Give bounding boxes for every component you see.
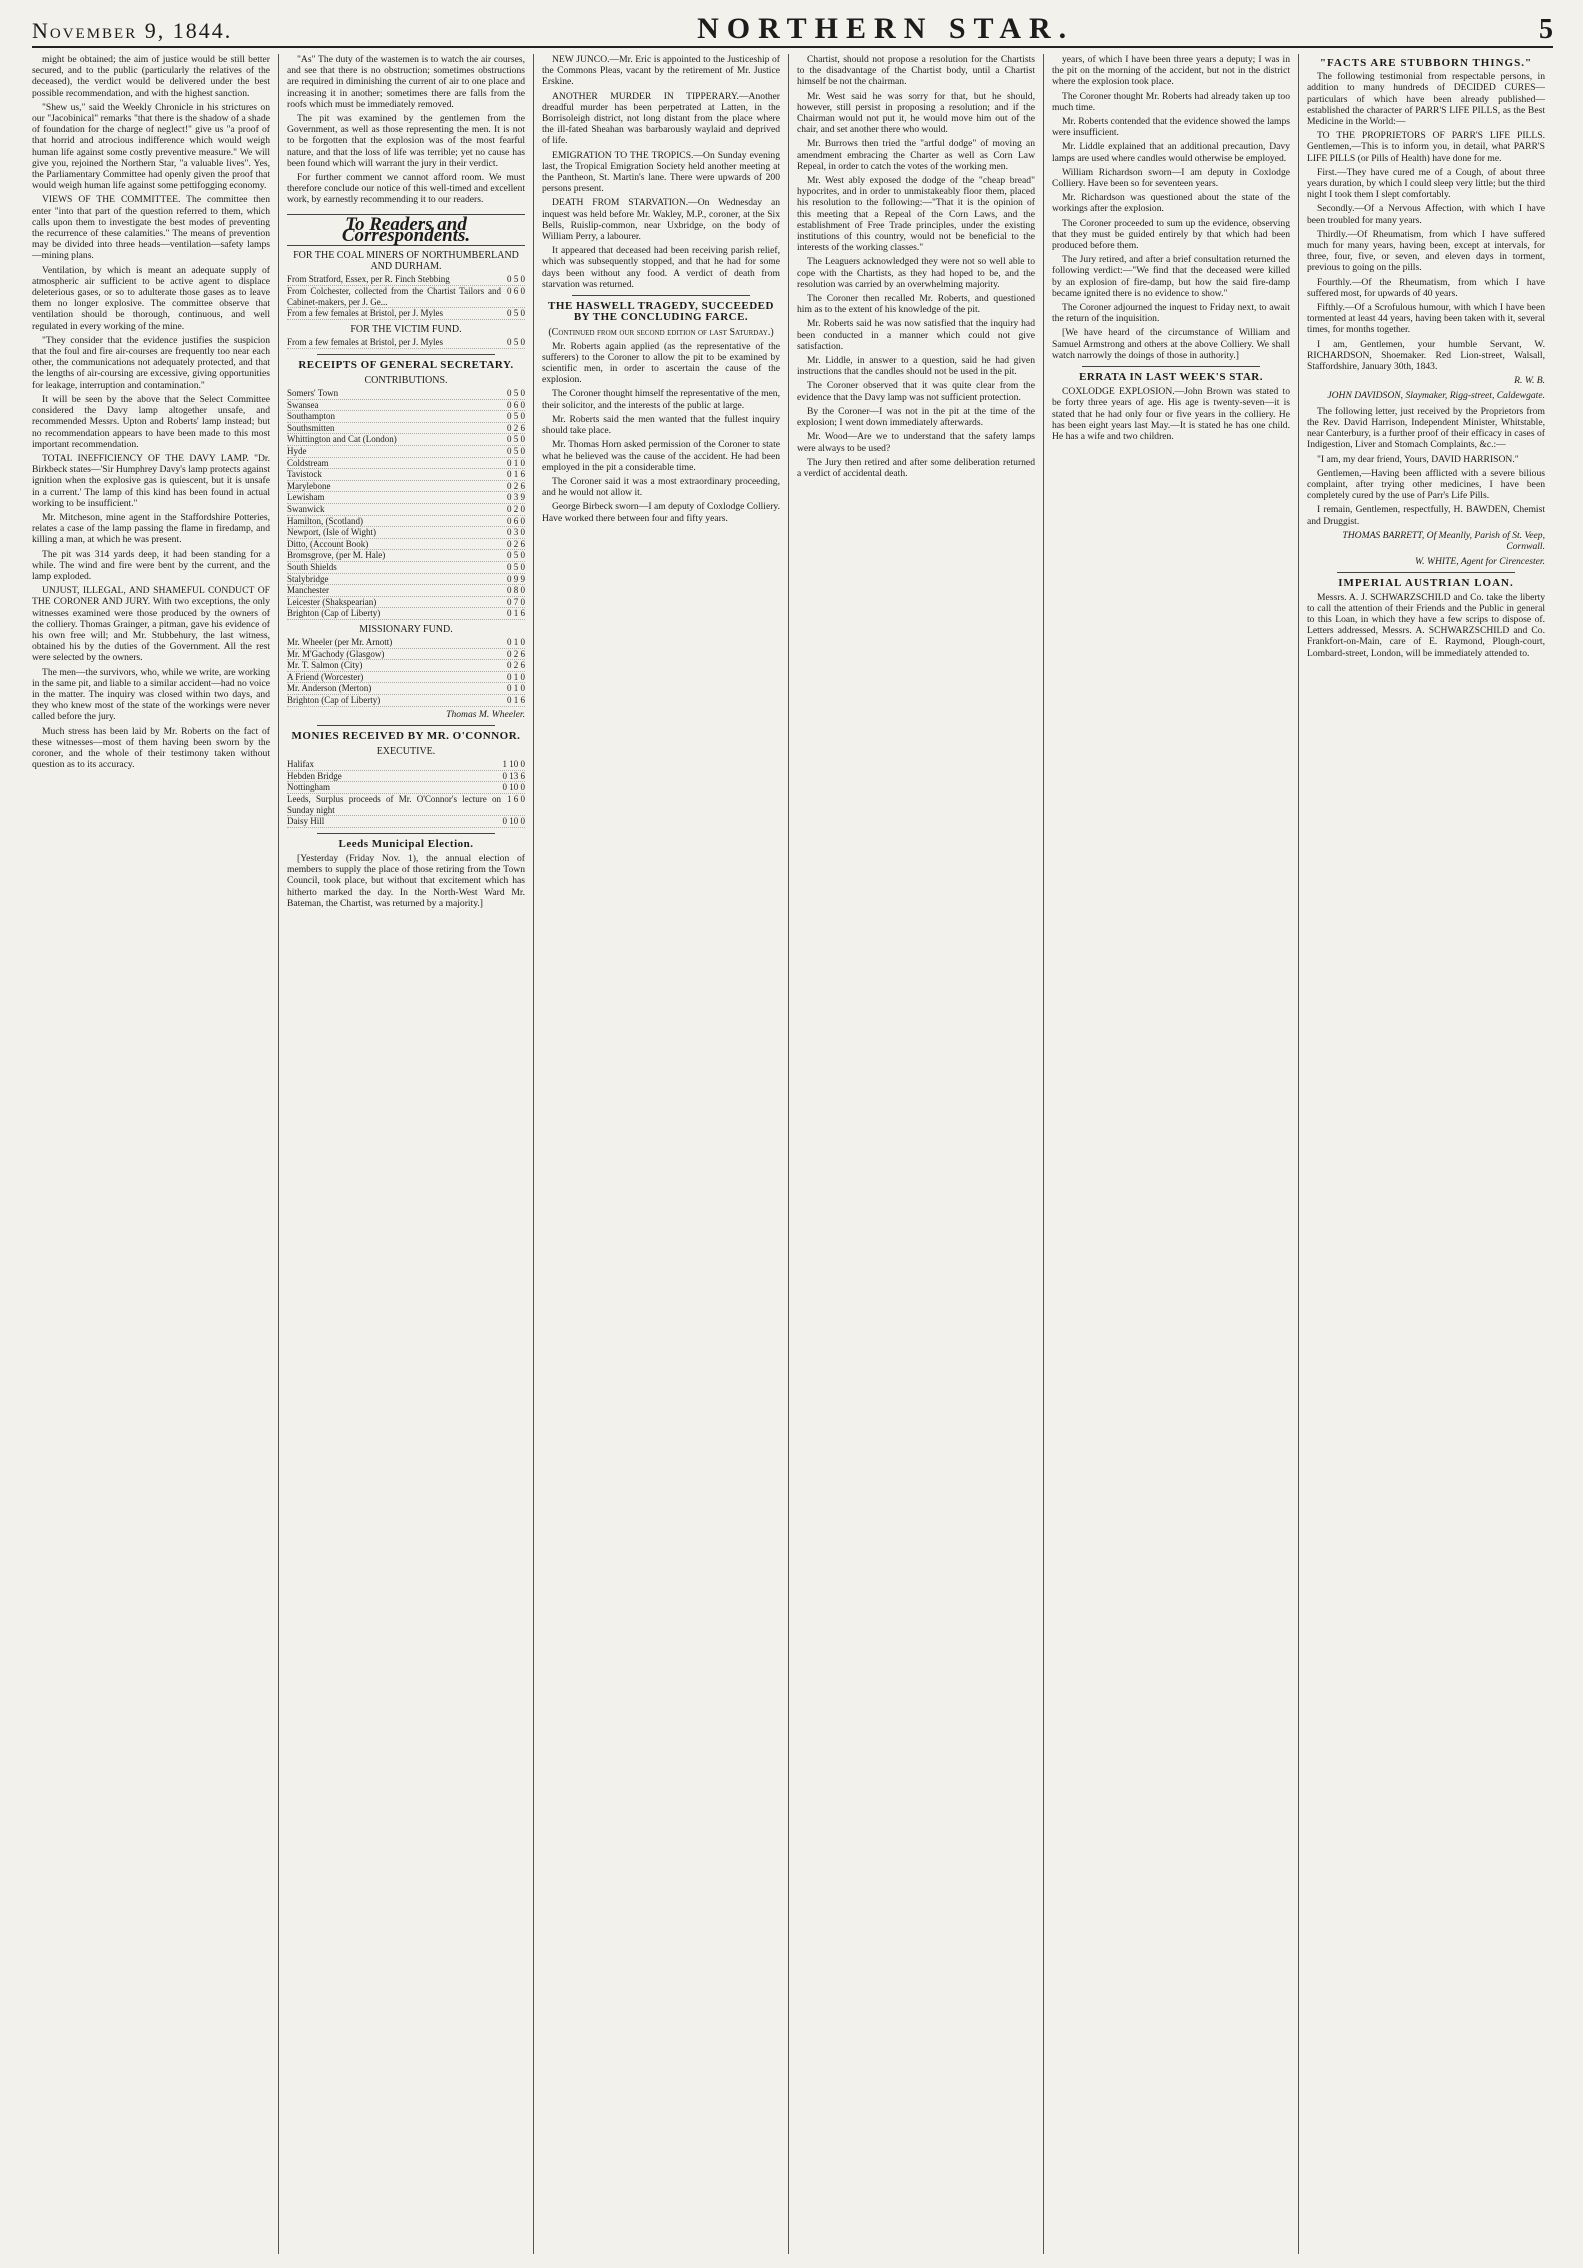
advert-signer-2: JOHN DAVIDSON, Slaymaker, Rigg-street, Caldewgate. bbox=[1327, 390, 1545, 402]
list-item-amount: 0 9 9 bbox=[507, 573, 525, 584]
article-paragraph: Chartist, should not propose a resolution for the Chartists to the disadvantage of the Chartist body, until a Chartist himself be not the chairman. bbox=[797, 54, 1035, 88]
errata-text: COXLODGE EXPLOSION.—John Brown was stated to be forty three years of age. His age is twenty-seven—it is stated that he had only four or five years in the colliery. He has been eight years last May.—It is stated he has one child. He has a wife and two children. bbox=[1052, 386, 1290, 443]
list-item-amount: 1 10 0 bbox=[502, 759, 525, 770]
list-item-amount: 0 1 6 bbox=[507, 608, 525, 619]
article-paragraph: Thirdly.—Of Rheumatism, from which I have suffered much for many years, having been, except at intervals, for three, four, five, or seven, and eleven days in torment, previous to going on the pills. bbox=[1307, 228, 1545, 274]
masthead bbox=[32, 12, 1553, 48]
list-item bbox=[287, 649, 525, 661]
list-item bbox=[287, 637, 525, 649]
article-paragraph: I remain, Gentlemen, respectfully, H. BAWDEN, Chemist and Druggist. bbox=[1307, 504, 1545, 527]
list-item bbox=[287, 608, 525, 620]
column-2 bbox=[278, 54, 533, 2254]
article-paragraph: Mr. Roberts contended that the evidence showed the lamps were insufficient. bbox=[1052, 116, 1290, 139]
list-item bbox=[287, 458, 525, 470]
list-item-amount: 0 5 0 bbox=[507, 337, 525, 348]
list-item-label: Stalybridge bbox=[287, 573, 329, 584]
list-item-label: Hebden Bridge bbox=[287, 770, 342, 781]
list-item bbox=[287, 771, 525, 783]
article-paragraph: Mr. Wood—Are we to understand that the safety lamps were always to be used? bbox=[797, 431, 1035, 454]
list-item-label: Leicester (Shakspearian) bbox=[287, 596, 377, 607]
list-item-label: Hyde bbox=[287, 446, 307, 456]
list-item bbox=[287, 782, 525, 794]
list-item bbox=[287, 446, 525, 458]
article-paragraph: "Shew us," said the Weekly Chronicle in his strictures on our "Jacobinical" remarks "that there is the shadow of a shade of foundation for the charge of neglect!" give us "a proof of that horrid and atrocious indifference which would weigh human life against some costly preventive measure." We will give you, rejoined the Northern Star, "a valuable lives". Yes, the Parliamentary Committee had openly given the proof that would weigh human life against some pettifogging economy. bbox=[32, 101, 270, 192]
advert-signer-4: W. WHITE, Agent for Cirencester. bbox=[1415, 556, 1545, 568]
list-item bbox=[287, 308, 525, 320]
article-paragraph: Mr. Liddle explained that an additional precaution, Davy lamps are used where candles would otherwise be employed. bbox=[1052, 141, 1290, 164]
list-item-label: Halifax bbox=[287, 759, 314, 770]
monies-heading: MONIES RECEIVED BY MR. O'CONNOR. bbox=[291, 729, 521, 742]
list-item-amount: 0 1 0 bbox=[507, 637, 525, 648]
list-item-amount: 0 2 6 bbox=[507, 480, 525, 491]
list-item-amount: 0 5 0 bbox=[507, 550, 525, 561]
list-item-label: Mr. Anderson (Merton) bbox=[287, 683, 372, 694]
receipts-heading: RECEIPTS OF GENERAL SECRETARY. bbox=[298, 358, 514, 371]
article-paragraph: VIEWS OF THE COMMITTEE. The committee then enter "into that part of the question referred to them, which calls upon them to investigate the best modes of preventing the recurrence of these calamities." The means of prevention may be divided into three heads—ventilation—safety lamps—mining plans. bbox=[32, 194, 270, 262]
list-item-amount: 0 2 0 bbox=[507, 503, 525, 514]
article-paragraph: It will be seen by the above that the Select Committee considered the Davy lamp altogether unsafe, and recommended Messrs. Upton and Roberts' lamp instead; but no recommendation appears to have been made to this most important recommendation. bbox=[32, 393, 270, 450]
list-item-label: Hamilton, (Scotland) bbox=[287, 515, 363, 526]
article-paragraph: It appeared that deceased had been receiving parish relief, which was subsequently stopped, and that he had for some days been without any food. A verdict of death from starvation was returned. bbox=[542, 245, 780, 290]
list-item bbox=[287, 562, 525, 574]
list-item-amount: 0 13 6 bbox=[502, 770, 525, 781]
list-item bbox=[287, 434, 525, 446]
list-item bbox=[287, 597, 525, 609]
article-paragraph: Fourthly.—Of the Rheumatism, from which I have suffered most, for upwards of 40 years. bbox=[1307, 276, 1545, 299]
article-paragraph: The following testimonial from respectable persons, in addition to many hundreds of DECIDED CURES—particulars of which have been already published—established the character of PARR'S LIFE PILLS, as the Best Medicine in the World:— bbox=[1307, 71, 1545, 128]
column-3 bbox=[533, 54, 788, 2254]
list-item-label: Manchester bbox=[287, 585, 329, 596]
article-paragraph: By the Coroner—I was not in the pit at the time of the explosion; I went down immediately afterwards. bbox=[797, 405, 1035, 429]
list-item bbox=[287, 695, 525, 707]
list-item-amount: 0 7 0 bbox=[507, 596, 525, 607]
article-paragraph: The Coroner then recalled Mr. Roberts, and questioned him as to the extent of his knowledge of the pit. bbox=[797, 293, 1035, 316]
list-item-label: Tavistock bbox=[287, 469, 322, 480]
article-paragraph: The Leaguers acknowledged they were not so well able to cope with the Chartists, as they had hoped to be, and the resolution was carried by an overwhelming majority. bbox=[797, 256, 1035, 290]
article-paragraph: The Coroner observed that it was quite clear from the evidence that the Davy lamp was not sufficient protection. bbox=[797, 380, 1035, 403]
list-item-amount: 0 5 0 bbox=[507, 446, 525, 456]
list-item-label: From Stratford, Essex, per R. Finch Stebbing bbox=[287, 274, 450, 285]
page-number: 5 bbox=[1538, 14, 1553, 45]
article-paragraph: TOTAL INEFFICIENCY OF THE DAVY LAMP. "Dr. Birkbeck states—'Sir Humphrey Davy's lamp protects against ignition when the explosive gas is quiescent, but it is unsafe in a current.' The lamp of this kind has been found in actual working to be insufficient." bbox=[32, 452, 270, 509]
list-item bbox=[287, 585, 525, 597]
list-item-label: Ditto, (Account Book) bbox=[287, 538, 369, 549]
article-paragraph: Mr. Roberts again applied (as the representative of the sufferers) to the Coroner to allow the pit to be examined by scientific men, in order to ascertain the cause of the explosion. bbox=[542, 340, 780, 386]
article-paragraph: might be obtained; the aim of justice would be still better secured, and to the public (particularly the relatives of the deceased), the verdict would be delivered under the best possible recommendation, and with the highest sanction. bbox=[32, 54, 270, 99]
list-item-amount: 0 2 6 bbox=[507, 648, 525, 659]
list-item-label: Southampton bbox=[287, 411, 336, 422]
list-item-label: Swansea bbox=[287, 399, 319, 410]
article-paragraph: Mr. West ably exposed the dodge of the "cheap bread" hypocrites, and in order to unmistakeably floor them, placed his resolution to the following:—"That it is the opinion of this meeting that a Repeal of the Corn Laws, and the establishment of Free Trade principles, under the existing institutions of this country, would not be beneficial to the interests of the working classes." bbox=[797, 175, 1035, 254]
list-item-label: Leeds, Surplus proceeds of Mr. O'Connor's lecture on Sunday night bbox=[287, 794, 501, 815]
column-4 bbox=[788, 54, 1043, 2254]
article-paragraph: The following letter, just received by the Proprietors from the Rev. David Harrison, Independent Minister, Whitstable, near Canterbury, is a further proof of their efficacy in cases of Indigestion, Liver and Stomach Complaints, &c.:— bbox=[1307, 405, 1545, 451]
article-paragraph: Mr. Mitcheson, mine agent in the Staffordshire Potteries, relates a case of the lamp passing the flame in firedamp, and killing a man, at which he was present. bbox=[32, 511, 270, 546]
article-paragraph: Mr. West said he was sorry for that, but he should, however, still persist in proposing a resolution; and if the Chairman would not put it, he would move him out of the chair, and set another there who would. bbox=[797, 90, 1035, 136]
newspaper-title: NORTHERN STAR. bbox=[697, 12, 1075, 45]
list-item-amount: 0 5 0 bbox=[507, 308, 525, 319]
list-item bbox=[287, 759, 525, 771]
article-paragraph: UNJUST, ILLEGAL, AND SHAMEFUL CONDUCT OF THE CORONER AND JURY. With two exceptions, the only witnesses examined were those produced by the owners of the colliery. Thomas Grainger, a pitman, gave his evidence of his own free will; and Mr. Stubbehury, the last witness, obtained his by the duties of the Government. All the rest were selected by the owners. bbox=[32, 585, 270, 664]
list-item-amount: 0 6 0 bbox=[507, 399, 525, 410]
list-item bbox=[287, 539, 525, 551]
list-item bbox=[287, 660, 525, 672]
list-item-label: Whittington and Cat (London) bbox=[287, 434, 397, 445]
article-paragraph: For further comment we cannot afford room. We must therefore conclude our notice of this well-timed and excellent work, by earnestly recommending it to our readers. bbox=[287, 172, 525, 206]
election-text: [Yesterday (Friday Nov. 1), the annual election of members to supply the place of those retiring from the Town Council, took place, but without that excitement which has hitherto marked the day. In the North-West Ward Mr. Bateman, the Chartist, was returned by a majority.] bbox=[287, 853, 525, 909]
list-item-amount: 1 6 0 bbox=[507, 794, 525, 805]
article-paragraph: "As" The duty of the wastemen is to watch the air courses, and see that there is no obstruction; sometimes obstructions are required in diminishing the current of air to one place and increasing it in another; sometimes there are falls from the roofs which must be immediately removed. bbox=[287, 54, 525, 110]
article-paragraph: Secondly.—Of a Nervous Affection, with which I have been troubled for many years. bbox=[1307, 203, 1545, 226]
election-heading: Leeds Municipal Election. bbox=[338, 837, 474, 850]
missionary-heading: MISSIONARY FUND. bbox=[359, 623, 453, 635]
list-item-amount: 0 3 0 bbox=[507, 527, 525, 538]
article-paragraph: The Coroner proceeded to sum up the evidence, observing that they must be guided entirely by that which had been produced before them. bbox=[1052, 217, 1290, 252]
issue-date: November 9, 1844. bbox=[32, 18, 233, 43]
list-item-amount: 0 1 6 bbox=[507, 469, 525, 480]
list-item-label: South Shields bbox=[287, 561, 337, 572]
list-item-amount: 0 6 0 bbox=[507, 286, 525, 297]
article-paragraph: The men—the survivors, who, while we write, are working in the same pit, and liable to a similar accident—had no voice in the matter. The inquiry was closed within two days, and they who knew most of the state of the workings were never called before the jury. bbox=[32, 666, 270, 723]
miners-fund-list bbox=[287, 274, 525, 319]
article-paragraph: Gentlemen,—Having been afflicted with a severe bilious complaint, after trying other medicines, I have been completely cured by the use of Parr's Life Pills. bbox=[1307, 467, 1545, 502]
list-item-amount: 0 1 0 bbox=[507, 457, 525, 468]
list-item-amount: 0 5 0 bbox=[507, 388, 525, 399]
column-1 bbox=[32, 54, 278, 2254]
list-item-label: Nottingham bbox=[287, 782, 330, 793]
list-item bbox=[287, 481, 525, 493]
list-item-amount: 0 1 0 bbox=[507, 671, 525, 682]
article-paragraph: TO THE PROPRIETORS OF PARR'S LIFE PILLS. Gentlemen,—This is to inform you, in detail, what PARR'S LIFE PILLS (or Pills of Health) have done for me. bbox=[1307, 130, 1545, 164]
list-item-label: From Colchester, collected from the Chartist Tailors and Cabinet-makers, per J. Ge... bbox=[287, 286, 501, 307]
article-paragraph: The Coroner adjourned the inquest to Friday next, to await the return of the inquisition. bbox=[1052, 302, 1290, 325]
list-item bbox=[287, 388, 525, 400]
list-item-label: Brighton (Cap of Liberty) bbox=[287, 608, 381, 619]
executive-heading: EXECUTIVE. bbox=[376, 746, 436, 758]
list-item bbox=[287, 400, 525, 412]
article-paragraph: "They consider that the evidence justifies the suspicion that the foul and fire air-courses are frequently too near each other, the communications not adequately protected, and that the lengths of air-coursing are excessive, giving opportunities for leakage, interruption and contamination." bbox=[32, 334, 270, 391]
column-5 bbox=[1043, 54, 1298, 2254]
list-item bbox=[287, 469, 525, 481]
contributions-heading: CONTRIBUTIONS. bbox=[364, 374, 448, 386]
haswell-heading: THE HASWELL TRAGEDY, SUCCEEDED BY THE CONCLUDING FARCE. bbox=[548, 300, 774, 324]
article-paragraph: The Jury retired, and after a brief consultation returned the following verdict:—"We find that the deceased were killed by an explosion of fire-damp, but how the said fire-damp became ignited there is no evidence to show." bbox=[1052, 254, 1290, 299]
list-item bbox=[287, 574, 525, 586]
article-paragraph: The Coroner said it was a most extraordinary proceeding, and he would not allow it. bbox=[542, 475, 780, 499]
article-paragraph: The Coroner thought himself the representative of the men, their solicitor, and the interests of the public at large. bbox=[542, 388, 780, 411]
list-item-label: Mr. Wheeler (per Mr. Arnott) bbox=[287, 637, 393, 648]
executive-list bbox=[287, 759, 525, 828]
haswell-subheading: (Continued from our second edition of last Saturday.) bbox=[548, 327, 774, 339]
loan-heading: IMPERIAL AUSTRIAN LOAN. bbox=[1338, 577, 1514, 590]
article-paragraph: Mr. Burrows then tried the "artful dodge" of moving an amendment embracing the Charter as well as Corn Law Repeal, in order to catch the votes of the working men. bbox=[797, 138, 1035, 172]
article-paragraph: years, of which I have been three years a deputy; I was in the pit on the morning of the accident, but not in the district where the explosion took place. bbox=[1052, 54, 1290, 88]
list-item-label: From a few females at Bristol, per J. Myles bbox=[287, 308, 443, 319]
article-paragraph: George Birbeck sworn—I am deputy of Coxlodge Colliery. Have worked there between four and fifty years. bbox=[542, 501, 780, 524]
list-item-amount: 0 3 9 bbox=[507, 492, 525, 503]
list-item-amount: 0 5 0 bbox=[507, 434, 525, 445]
list-item-amount: 0 10 0 bbox=[502, 782, 525, 793]
list-item-label: Bromsgrove, (per M. Hale) bbox=[287, 550, 386, 561]
article-paragraph: I am, Gentlemen, your humble Servant, W. RICHARDSON, Shoemaker. Red Lion-street, Walsall, Staffordshire, January 30th, 1843. bbox=[1307, 338, 1545, 373]
list-item-amount: 0 5 0 bbox=[507, 561, 525, 572]
article-paragraph: NEW JUNCO.—Mr. Eric is appointed to the Justiceship of the Commons Pleas, vacant by the retirement of Mr. Justice Erskine. bbox=[542, 54, 780, 88]
list-item-label: From a few females at Bristol, per J. Myles bbox=[287, 337, 443, 348]
column-6 bbox=[1298, 54, 1553, 2254]
article-paragraph: William Richardson sworn—I am deputy in Coxlodge Colliery. Have been so for seventeen years. bbox=[1052, 166, 1290, 190]
article-paragraph: First.—They have cured me of a Cough, of about three years duration, by which I could sleep very little; but the third night I took them I slept comfortably. bbox=[1307, 166, 1545, 201]
article-paragraph: "I am, my dear friend, Yours, DAVID HARRISON." bbox=[1317, 453, 1519, 465]
list-item bbox=[287, 672, 525, 684]
list-item bbox=[287, 550, 525, 562]
list-item-label: Southsmitten bbox=[287, 422, 335, 433]
article-paragraph: Fifthly.—Of a Scrofulous humour, with which I have been tormented at least 44 years, having been taken with it, several times, for months together. bbox=[1307, 302, 1545, 336]
list-item-label: Swanwick bbox=[287, 503, 325, 514]
article-paragraph: EMIGRATION TO THE TROPICS.—On Sunday evening last, the Tropical Emigration Society held another meeting at the Pantheon, St. Martin's lane. There were upwards of 200 persons present. bbox=[542, 149, 780, 195]
advert-signer-1: R. W. B. bbox=[1514, 375, 1545, 387]
list-item-amount: 0 5 0 bbox=[507, 411, 525, 422]
article-paragraph: [We have heard of the circumstance of William and Samuel Armstrong and others at the above Colliery. We shall watch narrowly the doings of those in authority.] bbox=[1052, 327, 1290, 361]
list-item-label: Daisy Hill bbox=[287, 816, 325, 827]
advert-heading: "FACTS ARE STUBBORN THINGS." bbox=[1319, 57, 1533, 69]
miners-fund-heading: FOR THE COAL MINERS OF NORTHUMBERLAND AND DURHAM. bbox=[293, 250, 519, 273]
list-item-label: Mr. T. Salmon (City) bbox=[287, 660, 363, 671]
article-paragraph: The Jury then retired and after some deliberation returned a verdict of accidental death. bbox=[797, 456, 1035, 479]
list-item-amount: 0 2 6 bbox=[507, 538, 525, 549]
loan-text: Messrs. A. J. SCHWARZSCHILD and Co. take the liberty to call the attention of their Friends and the Public in general to this Loan, in which they have a few scrips to dispose of. Letters addressed, Messrs. A. SCHWARZSCHILD and Co. Frankfort-on-Main, care of E. Raymond, Plough-court, Lombard-street, London, will be immediately attended to. bbox=[1307, 591, 1545, 659]
article-paragraph: Mr. Thomas Horn asked permission of the Coroner to state what he believed was the cause of the accident. He had been employed in the pit a considerable time. bbox=[542, 439, 780, 473]
article-paragraph: Mr. Roberts said he was now satisfied that the inquiry had been conducted in a manner which could not give satisfaction. bbox=[797, 318, 1035, 352]
article-paragraph: The Coroner thought Mr. Roberts had already taken up too much time. bbox=[1052, 90, 1290, 113]
victim-fund-list bbox=[287, 337, 525, 349]
list-item bbox=[287, 423, 525, 435]
readers-notice-heading: To Readers and Correspondents. bbox=[287, 214, 525, 246]
article-paragraph: Ventilation, by which is meant an adequate supply of atmospheric air sufficient to be active agent to displace deleterious gases, or so to adulterate those gases as to leave them no longer explosive. The committee observe that ventilation should be thorough, continuous, and well regulated in every working of the mine. bbox=[32, 264, 270, 332]
list-item bbox=[287, 286, 525, 308]
article-paragraph: DEATH FROM STARVATION.—On Wednesday an inquest was held before Mr. Wakley, M.P., coroner, at the Six Bells, Ruislip-common, near Uxbridge, on the body of William Perry, a labourer. bbox=[542, 197, 780, 243]
article-paragraph: The pit was 314 yards deep, it had been standing for a while. The wind and fire were bent by the current, and the lamp exploded. bbox=[32, 548, 270, 582]
list-item-label: Brighton (Cap of Liberty) bbox=[287, 695, 381, 706]
list-item bbox=[287, 411, 525, 423]
list-item-amount: 0 1 6 bbox=[507, 695, 525, 706]
list-item-amount: 0 8 0 bbox=[507, 585, 525, 596]
list-item-amount: 0 2 6 bbox=[507, 660, 525, 671]
advert-signer-3: THOMAS BARRETT, Of Meanlly, Parish of St. Veep, Cornwall. bbox=[1342, 529, 1545, 552]
list-item-label: Mr. M'Gachody (Glasgow) bbox=[287, 648, 385, 659]
list-item-amount: 0 1 0 bbox=[507, 683, 525, 694]
secretary-signature: Thomas M. Wheeler. bbox=[446, 708, 525, 720]
list-item bbox=[287, 516, 525, 528]
article-paragraph: Mr. Liddle, in answer to a question, said he had given instructions that the candles should not be used in the pit. bbox=[797, 355, 1035, 378]
article-paragraph: Mr. Roberts said the men wanted that the fullest inquiry should take place. bbox=[542, 413, 780, 437]
list-item-label: Lewisham bbox=[287, 492, 325, 503]
list-item-amount: 0 10 0 bbox=[502, 816, 525, 827]
errata-heading: ERRATA IN LAST WEEK'S STAR. bbox=[1079, 371, 1263, 384]
list-item bbox=[287, 527, 525, 539]
article-paragraph: ANOTHER MURDER IN TIPPERARY.—Another dreadful murder has been perpetrated at Latten, in the Borrisoleigh district, not long distant from the place where the ill-fated Sheahan was barbarously waylaid and deprived of life. bbox=[542, 90, 780, 147]
list-item-amount: 0 5 0 bbox=[507, 274, 525, 285]
article-paragraph: Much stress has been laid by Mr. Roberts on the fact of these witnesses—most of them having been sworn by the coroner, and the whole of their testimony taken without question as to its accuracy. bbox=[32, 725, 270, 771]
list-item bbox=[287, 504, 525, 516]
victim-fund-heading: FOR THE VICTIM FUND. bbox=[350, 323, 462, 335]
list-item bbox=[287, 683, 525, 695]
list-item-label: Newport, (Isle of Wight) bbox=[287, 527, 376, 538]
list-item bbox=[287, 274, 525, 286]
list-item bbox=[287, 492, 525, 504]
columns bbox=[32, 54, 1553, 2254]
list-item-label: Coldstream bbox=[287, 457, 329, 468]
list-item-label: Somers' Town bbox=[287, 388, 339, 399]
list-item-label: A Friend (Worcester) bbox=[287, 671, 364, 682]
list-item bbox=[287, 816, 525, 828]
contributions-list bbox=[287, 388, 525, 620]
article-paragraph: Mr. Richardson was questioned about the state of the workings after the explosion. bbox=[1052, 192, 1290, 215]
list-item-label: Marylebone bbox=[287, 480, 331, 491]
article-paragraph: The pit was examined by the gentlemen from the Government, as well as those representing the men. It is not to be forgotten that the explosion was of the most fearful nature, and that the loss of life was terrible; yet no cause has been found which will warrant the jury in their verdict. bbox=[287, 113, 525, 169]
missionary-list bbox=[287, 637, 525, 707]
list-item bbox=[287, 337, 525, 349]
list-item-amount: 0 6 0 bbox=[507, 515, 525, 526]
list-item-amount: 0 2 6 bbox=[507, 422, 525, 433]
list-item bbox=[287, 794, 525, 816]
